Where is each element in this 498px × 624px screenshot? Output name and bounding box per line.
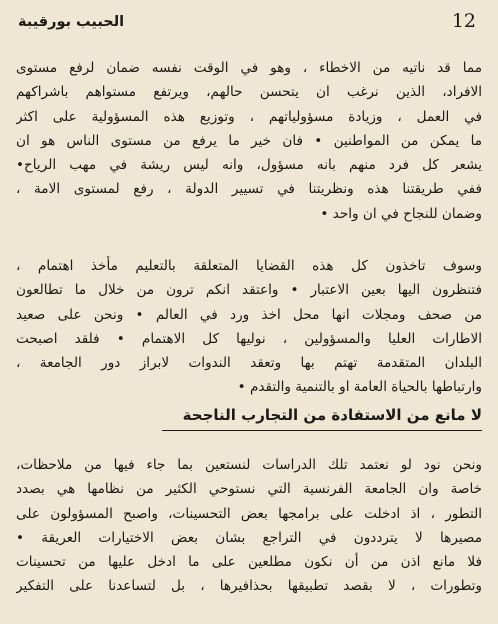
paragraph-1 <box>16 56 482 226</box>
text-line: من صحف ومجلات انها محل اخذ ورد في العالم • ونحن على صعيد <box>16 306 482 323</box>
text-line: وارتباطها بالحياة العامة او بالتنمية والتقدم • <box>237 379 482 396</box>
paragraph-2 <box>16 254 482 400</box>
text-line: البلدان المتقدمة تهتم بها وتعقد الندوات لابراز دور الجامعة ، <box>16 355 482 372</box>
page-header <box>0 10 498 40</box>
text-line: ما يمكن من المواطنين • فان خير ما يرفع من مستوى الناس هو ان <box>16 132 482 149</box>
text-line: وتطورات ، لا بقصد تطبيقها بحذافيرها ، بل لتساعدنا على التفكير <box>16 578 482 595</box>
text-line: مما قد ناتيه من الاخطاء ، وهو في الوقت نفسه ضمان لرفع مستوى <box>16 60 482 76</box>
text-line: الاطارات العليا والمسؤولين ، نوليها كل الاهتمام • فلقد اصبحت <box>16 330 482 347</box>
text-line: في العمل ، وزيادة مسؤولياتهم ، وتوزيع هذه المسؤولية على اكثر <box>16 108 482 125</box>
text-line: فتنظرون اليها بعين الاعتبار • واعتقد انكم ترون من خلال ما تطالعون <box>16 282 482 299</box>
page-number: 12 <box>451 10 476 32</box>
paragraph-3 <box>16 453 482 599</box>
section-heading: لا مانع من الاستفادة من التجارب الناجحة <box>162 406 482 431</box>
text-line: يشعر كل فرد منهم بانه مسؤول، وانه ليس ريشة في مهب الرياح• <box>16 157 482 174</box>
text-line: ونحن نود لو نعتمد تلك الدراسات لنستعين بما جاء فيها من ملاحظات، <box>16 457 482 473</box>
text-line: التطور ، اذ ادخلت على برامجها بعض التحسينات، واصبح المسؤولون على <box>16 505 482 522</box>
text-line: خاصة وان الجامعة الفرنسية التي نستوحي الكثير من نظامها هي بصدد <box>16 481 482 498</box>
text-line: وسوف تاخذون كل هذه القضايا المتعلقة بالتعليم مأخذ اهتمام ، <box>16 258 482 274</box>
text-line: فلا مانع اذن من أن نكون مطلعين على ما ادخل عليها من تحسينات <box>16 554 482 571</box>
text-line: وضمان للنجاح في ان واحد • <box>320 205 482 222</box>
running-head: الحبيب بورقيبة <box>18 14 125 30</box>
text-line: مصيرها لا يترددون في التراجع بشان بعض الاختيارات العريقة • <box>16 529 482 546</box>
text-line: ففي طريقتنا هذه ونظريتنا في تسيير الدولة ، رفع لمستوى الامة ، <box>16 181 482 198</box>
text-line: الافراد، الذين نرغب ان يتحسن حالهم، ويرتفع مستواهم باشراكهم <box>16 84 482 101</box>
